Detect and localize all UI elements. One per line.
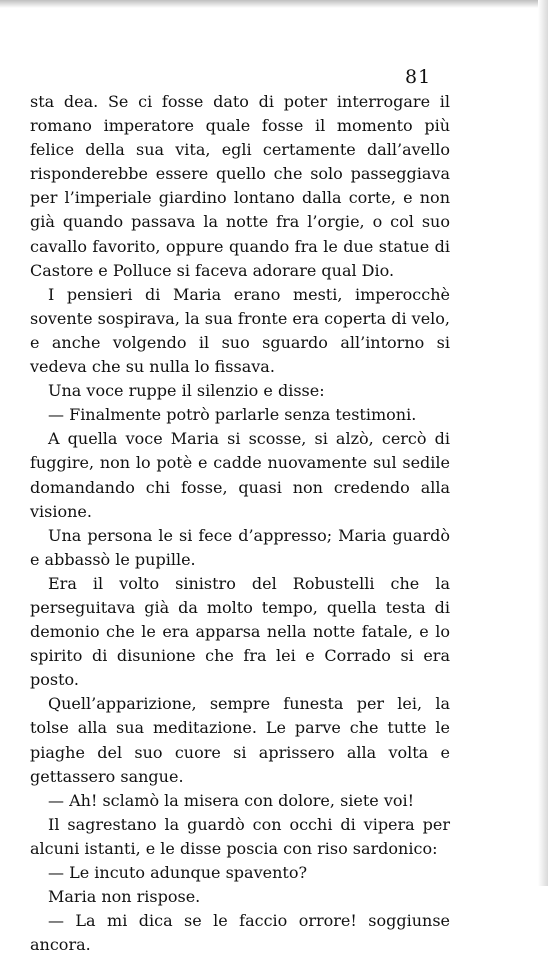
paragraph-12: Maria non rispose. [48,887,201,907]
right-scan-edge [538,0,548,886]
paragraph-11: — Le incuto adunque spavento? [48,863,308,882]
paragraph-3: Una voce ruppe il silenzio e disse: [48,381,325,401]
paragraph-2: I pensieri di Maria erano mesti, imperocchè sovente sospirava, la sua fronte era coperta di velo, e anche volgendo il suo sguardo all’intorno si vedeva che su nulla lo fissava. [30,284,450,377]
paragraph-6: Una persona le si fece d’appresso; Maria guardò e abbassò le pupille. [30,525,450,569]
page-number: 81 [405,66,432,88]
body-text [30,90,450,957]
top-scan-edge [0,0,548,8]
paragraph-9: — Ah! sclamò la misera con dolore, siete voi! [48,790,415,810]
paragraph-5: A quella voce Maria si scosse, si alzò, cercò di fuggire, non lo potè e cadde nuovamente sul sedile domandando chi fosse, quasi non credendo alla visione. [30,429,450,521]
paragraph-1: sta dea. Se ci fosse dato di poter interrogare il romano imperatore quale fosse il momento più felice della sua vita, egli certamente dall’avello risponderebbe essere quello che solo passeggiava per l’imperiale giardino lontano dalla corte, e non già quando passava la notte fra l’orgie, o col suo cavallo favorito, oppure quando fra le due statue di Castore e Polluce si faceva adorare qual Dio. [30,92,450,280]
paragraph-4: — Finalmente potrò parlarle senza testimoni. [48,405,417,425]
paragraph-13: — La mi dica se le faccio orrore! soggiunse ancora. [30,911,450,955]
paragraph-8: Quell’apparizione, sempre funesta per lei, la tolse alla sua meditazione. Le parve che tutte le piaghe del suo cuore si aprissero alla volta e gettassero sangue. [30,694,450,786]
paragraph-7: Era il volto sinistro del Robustelli che la perseguitava già da molto tempo, quella testa di demonio che le era apparsa nella notte fatale, e lo spirito di disunione che fra lei e Corrado si era posto. [30,573,450,690]
paragraph-10: Il sagrestano la guardò con occhi di vipera per alcuni istanti, e le disse poscia con riso sardonico: [30,814,450,858]
